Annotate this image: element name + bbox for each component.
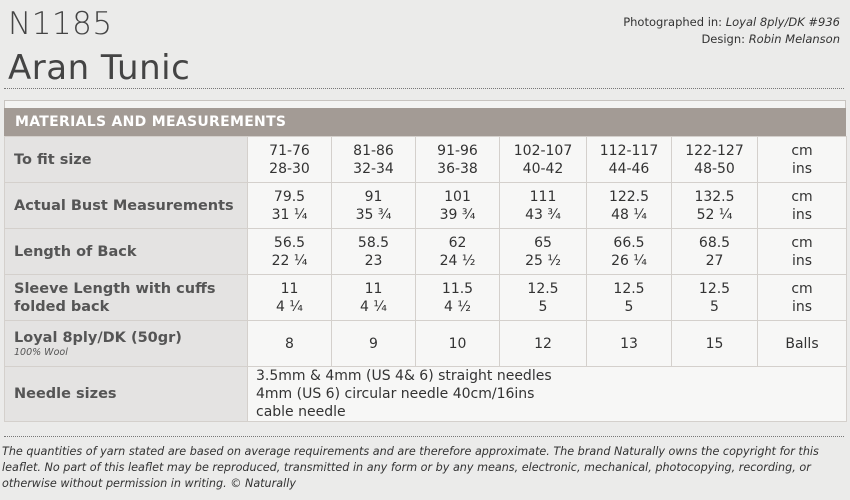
- cell-value-primary: 56.5: [273, 234, 306, 251]
- cell-value-primary: 11.5: [441, 280, 474, 297]
- needle-item: 3.5mm & 4mm (US 4& 6) straight needles: [256, 368, 552, 384]
- size-cell: [248, 229, 332, 275]
- cell-value-secondary: 48-50: [694, 160, 735, 177]
- size-cell: [416, 137, 500, 183]
- size-cell: [587, 137, 672, 183]
- unit-label: ins: [791, 298, 813, 315]
- size-cell: [248, 183, 332, 229]
- design-line: [623, 31, 840, 48]
- size-cell: [416, 321, 500, 367]
- row-label-text: Loyal 8ply/DK (50gr): [14, 329, 182, 346]
- cell-value-secondary: 22 ¼: [271, 252, 308, 269]
- cell-value-primary: 101: [444, 188, 471, 205]
- dotted-divider-bottom: [4, 436, 844, 437]
- copyright-notice: The quantities of yarn stated are based on average requirements and are therefore approximate. The brand Naturally owns the copyright for this leaflet. No part of this leaflet may be reproduced, transmitted in any form or by any means, electronic, mechanical, photocopying, recording, or otherwise without permission in writing. © Naturally: [2, 445, 819, 490]
- unit-label: ins: [791, 160, 813, 177]
- cell-value-secondary: 24 ½: [439, 252, 476, 269]
- size-cell: [587, 183, 672, 229]
- table-row: [5, 321, 847, 367]
- photographed-value: Loyal 8ply/DK #936: [725, 15, 840, 29]
- cell-value-secondary: 25 ½: [525, 252, 561, 269]
- cell-value-primary: 122-127: [685, 142, 744, 159]
- credits: [623, 14, 840, 48]
- unit-label: ins: [791, 252, 813, 269]
- cell-value-primary: 10: [448, 335, 467, 352]
- cell-value-secondary: 52 ¼: [696, 206, 733, 223]
- table-row: [5, 229, 847, 275]
- cell-value-primary: 111: [529, 188, 557, 205]
- size-cell: [672, 183, 758, 229]
- size-cell: [500, 137, 587, 183]
- photographed-line: [623, 14, 840, 31]
- unit-label: cm: [791, 142, 813, 159]
- cell-value-secondary: 31 ¼: [271, 206, 308, 223]
- size-cell: [672, 137, 758, 183]
- cell-value-secondary: 5: [538, 298, 548, 315]
- dotted-divider-top: [4, 88, 844, 89]
- cell-value-secondary: 39 ¾: [439, 206, 476, 223]
- size-cell: [672, 229, 758, 275]
- cell-value-primary: 9: [369, 335, 378, 352]
- size-cell: [332, 275, 416, 321]
- cell-value-primary: 58.5: [357, 234, 390, 251]
- cell-value-secondary: 43 ¾: [525, 206, 561, 223]
- row-label: [5, 275, 248, 321]
- row-sublabel: 100% Wool: [14, 346, 68, 358]
- size-cell: [500, 229, 587, 275]
- cell-value-secondary: 26 ¼: [611, 252, 647, 269]
- row-label-text: Needle sizes: [14, 386, 117, 402]
- cell-value-secondary: 5: [624, 298, 634, 315]
- table-row: [5, 275, 847, 321]
- cell-value-secondary: 44-46: [608, 160, 650, 177]
- unit-cell: [758, 229, 847, 275]
- cell-value-secondary: 4 ¼: [276, 298, 303, 315]
- cell-value-primary: 91: [364, 188, 383, 205]
- cell-value-primary: 62: [448, 234, 467, 251]
- size-cell: [500, 275, 587, 321]
- size-cell: [332, 229, 416, 275]
- cell-value-primary: 12.5: [698, 280, 731, 297]
- table-row-needles: [5, 367, 847, 422]
- cell-value-primary: 81-86: [353, 142, 394, 159]
- cell-value-secondary: 28-30: [269, 160, 310, 177]
- needle-list: [248, 367, 847, 422]
- cell-value-primary: 13: [620, 335, 638, 352]
- size-cell: [672, 321, 758, 367]
- size-cell: [248, 275, 332, 321]
- table-row: [5, 137, 847, 183]
- row-label: [5, 183, 248, 229]
- cell-value-secondary: 27: [705, 252, 724, 269]
- needle-item: cable needle: [256, 404, 346, 420]
- cell-value-primary: 11: [280, 280, 299, 297]
- cell-value-primary: 132.5: [694, 188, 735, 205]
- size-cell: [587, 321, 672, 367]
- unit-cell: [758, 275, 847, 321]
- size-cell: [248, 321, 332, 367]
- size-cell: [416, 183, 500, 229]
- cell-value-primary: 71-76: [269, 142, 310, 159]
- cell-value-secondary: 23: [364, 252, 383, 269]
- unit-label: cm: [791, 280, 813, 297]
- cell-value-primary: 68.5: [698, 234, 731, 251]
- row-label: [5, 367, 248, 422]
- size-cell: [416, 275, 500, 321]
- design-value: Robin Melanson: [748, 32, 840, 46]
- cell-value-primary: 91-96: [437, 142, 478, 159]
- size-cell: [587, 275, 672, 321]
- measurements-table: [4, 136, 847, 422]
- unit-label: ins: [791, 206, 813, 223]
- cell-value-primary: 79.5: [273, 188, 306, 205]
- pattern-title: Aran Tunic: [8, 48, 191, 88]
- cell-value-secondary: 5: [710, 298, 719, 315]
- cell-value-primary: 65: [534, 234, 552, 251]
- cell-value-primary: 15: [705, 335, 724, 352]
- cell-value-secondary: 35 ¾: [355, 206, 392, 223]
- unit-cell: [758, 137, 847, 183]
- size-cell: [672, 275, 758, 321]
- row-label: [5, 229, 248, 275]
- unit-label: Balls: [785, 335, 819, 352]
- pattern-code: N1185: [8, 6, 113, 42]
- section-banner: MATERIALS AND MEASUREMENTS: [4, 108, 846, 136]
- cell-value-primary: 122.5: [608, 188, 650, 205]
- row-label: [5, 321, 248, 367]
- size-cell: [332, 321, 416, 367]
- unit-cell: [758, 321, 847, 367]
- unit-label: cm: [791, 188, 813, 205]
- design-label: Design:: [701, 32, 746, 46]
- row-label-text: Length of Back: [14, 243, 137, 260]
- cell-value-primary: 11: [364, 280, 383, 297]
- cell-value-primary: 12.5: [613, 280, 645, 297]
- size-cell: [587, 229, 672, 275]
- cell-value-secondary: 4 ½: [444, 298, 471, 315]
- needle-item: 4mm (US 6) circular needle 40cm/16ins: [256, 386, 535, 402]
- photographed-label: Photographed in:: [623, 15, 723, 29]
- size-cell: [332, 183, 416, 229]
- unit-label: cm: [791, 234, 813, 251]
- size-cell: [248, 137, 332, 183]
- cell-value-primary: 12: [534, 335, 552, 352]
- size-cell: [500, 183, 587, 229]
- size-cell: [332, 137, 416, 183]
- cell-value-secondary: 36-38: [437, 160, 478, 177]
- row-label-text: Sleeve Length with cuffs folded back: [14, 280, 216, 315]
- cell-value-secondary: 40-42: [522, 160, 564, 177]
- cell-value-primary: 66.5: [613, 234, 645, 251]
- cell-value-primary: 102-107: [513, 142, 573, 159]
- row-label: [5, 137, 248, 183]
- row-label-text: Actual Bust Measurements: [14, 197, 234, 214]
- cell-value-secondary: 32-34: [353, 160, 394, 177]
- size-cell: [500, 321, 587, 367]
- cell-value-primary: 12.5: [527, 280, 559, 297]
- row-label-text: To fit size: [14, 151, 92, 168]
- unit-cell: [758, 183, 847, 229]
- table-row: [5, 183, 847, 229]
- cell-value-primary: 8: [285, 335, 294, 352]
- cell-value-secondary: 4 ¼: [360, 298, 387, 315]
- cell-value-secondary: 48 ¼: [611, 206, 647, 223]
- cell-value-primary: 112-117: [599, 142, 659, 159]
- size-cell: [416, 229, 500, 275]
